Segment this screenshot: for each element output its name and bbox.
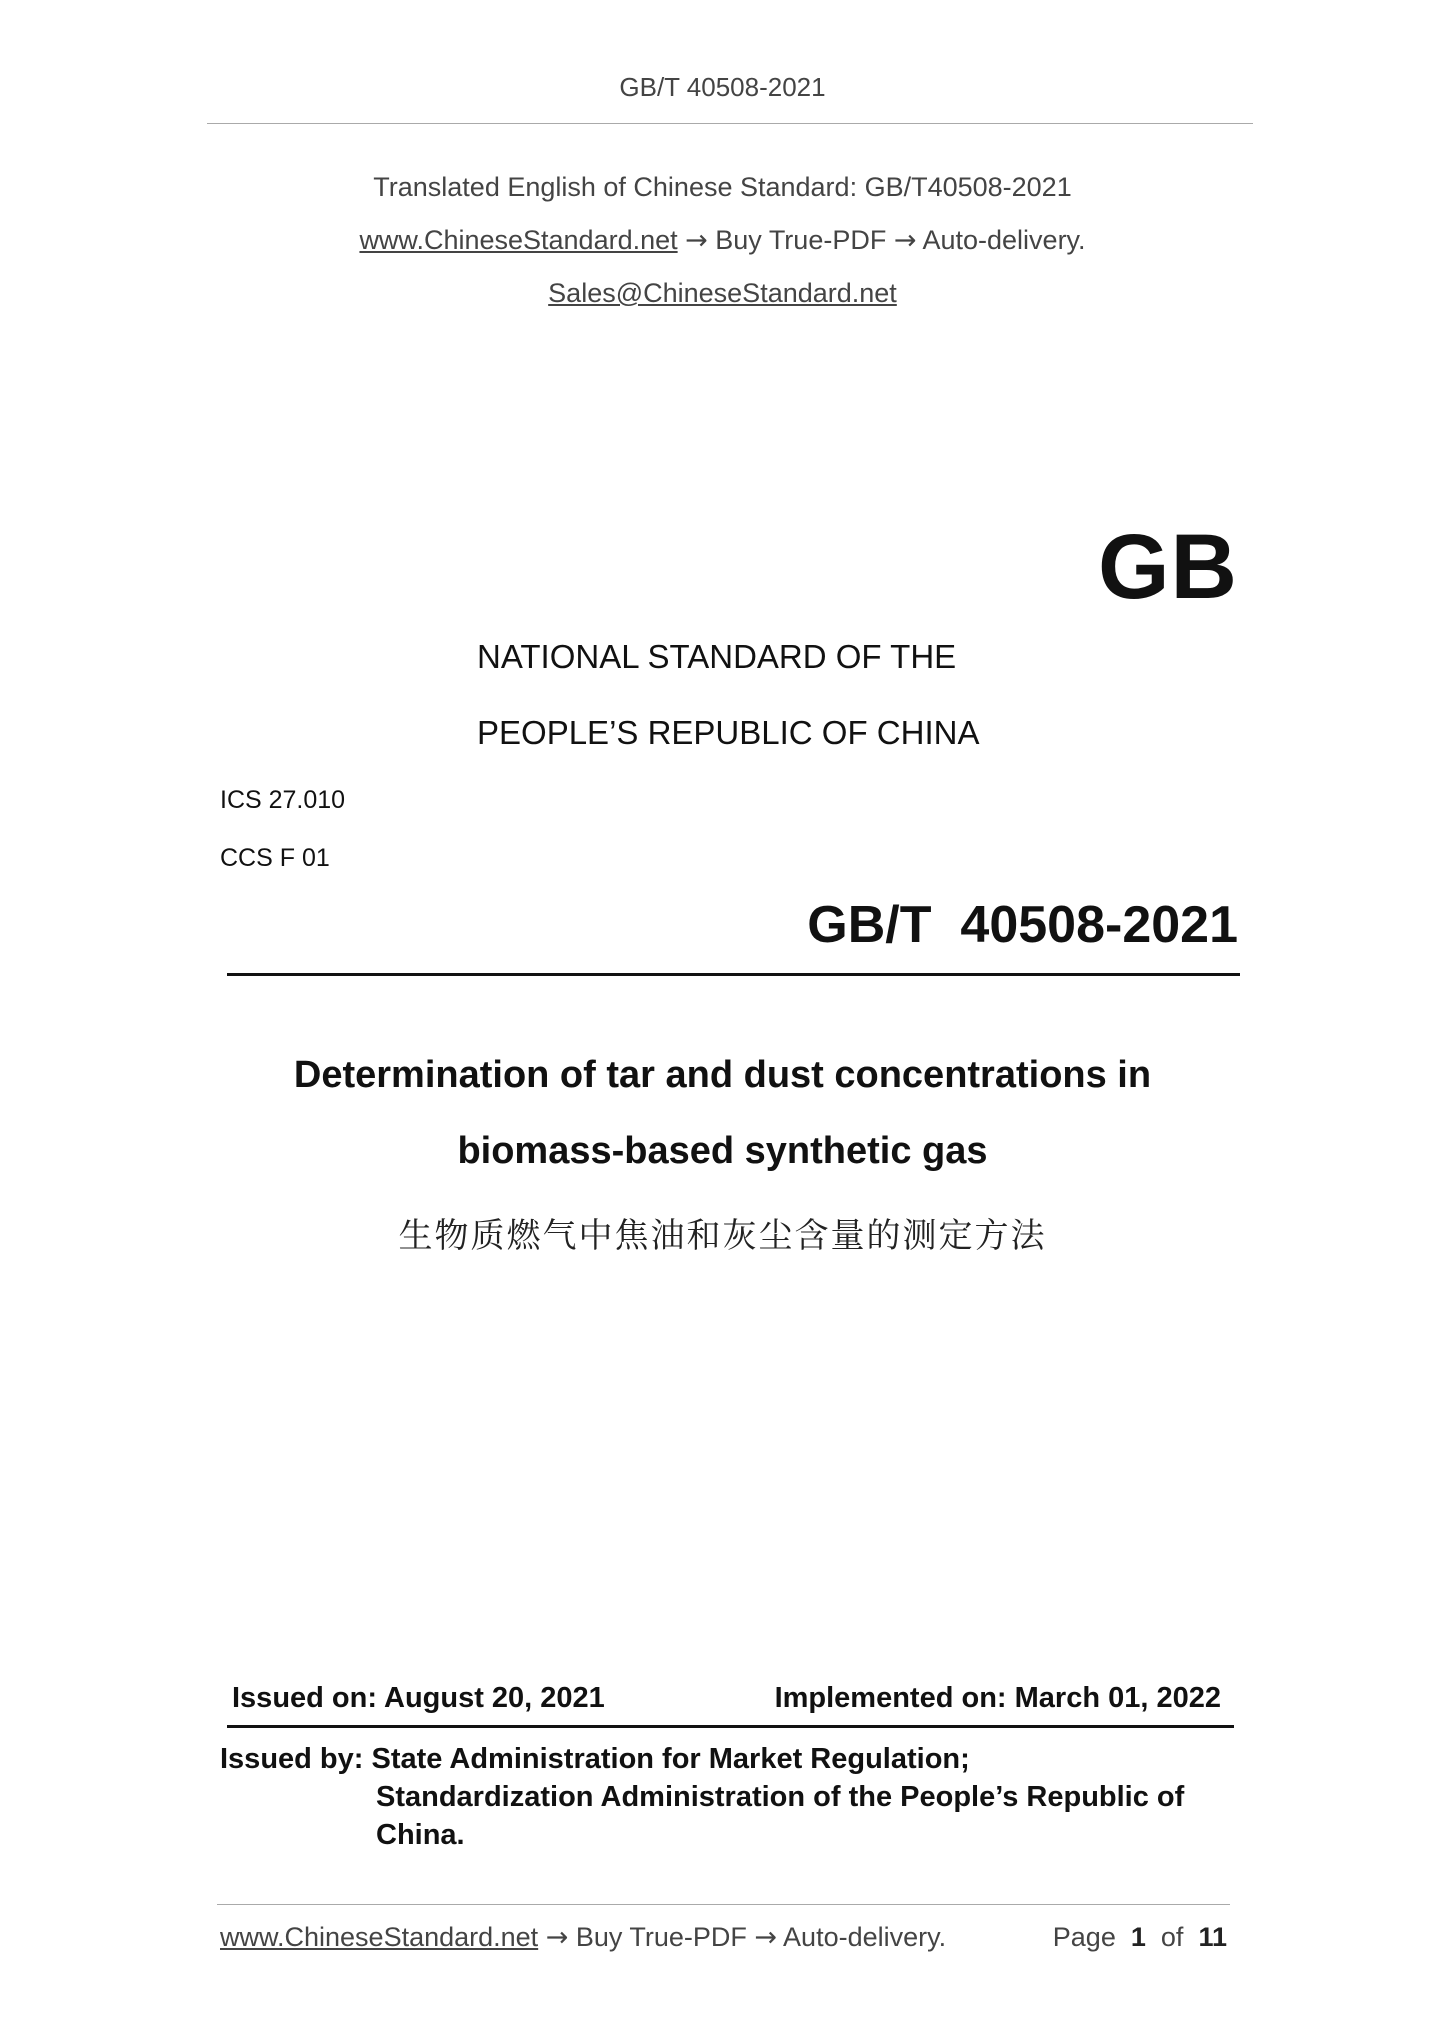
page-total: 11 xyxy=(1198,1922,1227,1952)
implemented-on-date: Implemented on: March 01, 2022 xyxy=(774,1682,1221,1714)
title-english-line2: biomass-based synthetic gas xyxy=(457,1130,988,1172)
footer-delivery-text: Auto-delivery. xyxy=(783,1922,947,1952)
standard-number-rule xyxy=(227,973,1240,976)
gb-logo: GB xyxy=(1098,516,1238,618)
standard-number: GB/T 40508-2021 xyxy=(807,896,1238,954)
running-header-title: GB/T 40508-2021 xyxy=(619,72,826,102)
issued-by-block xyxy=(220,1740,1184,1854)
email-line xyxy=(0,278,1445,309)
sales-email-link[interactable]: Sales@ChineseStandard.net xyxy=(548,278,897,308)
issued-by-line1: Issued by: State Administration for Market Regulation; xyxy=(220,1743,970,1775)
website-link[interactable]: www.ChineseStandard.net xyxy=(359,225,678,255)
buy-true-pdf-text: Buy True-PDF xyxy=(715,225,887,255)
translation-notice: Translated English of Chinese Standard: GB/T40508-2021 xyxy=(373,172,1072,202)
national-standard-line2: PEOPLE’S REPUBLIC OF CHINA xyxy=(477,714,980,751)
of-label: of xyxy=(1160,1922,1184,1952)
auto-delivery-text: Auto-delivery. xyxy=(922,225,1086,255)
title-chinese: 生物质燃气中焦油和灰尘含量的测定方法 xyxy=(398,1216,1047,1256)
arrow-right-icon: → xyxy=(545,1922,569,1953)
footer-website-link[interactable]: www.ChineseStandard.net xyxy=(220,1922,539,1952)
title-english-line1: Determination of tar and dust concentrations in xyxy=(293,1054,1152,1096)
issue-date-rule xyxy=(227,1725,1234,1728)
arrow-right-icon: → xyxy=(893,225,917,256)
page-indicator xyxy=(1053,1922,1227,1953)
purchase-line xyxy=(0,225,1445,256)
footer-purchase-line xyxy=(220,1922,946,1953)
arrow-right-icon: → xyxy=(685,225,708,256)
page-label: Page xyxy=(1052,1922,1116,1952)
issued-by-line2: Standardization Administration of the People’s Republic of xyxy=(376,1781,1185,1813)
issued-by-line3: China. xyxy=(376,1819,465,1851)
ics-code: ICS 27.010 xyxy=(220,786,346,814)
arrow-right-icon: → xyxy=(754,1922,778,1953)
national-standard-line1: NATIONAL STANDARD OF THE xyxy=(477,638,957,675)
header-divider xyxy=(207,123,1253,124)
ccs-code: CCS F 01 xyxy=(220,844,330,872)
issued-on-date: Issued on: August 20, 2021 xyxy=(232,1682,605,1714)
page-number: 1 xyxy=(1130,1922,1146,1952)
footer-buy-text: Buy True-PDF xyxy=(575,1922,747,1952)
footer-divider xyxy=(217,1904,1230,1905)
